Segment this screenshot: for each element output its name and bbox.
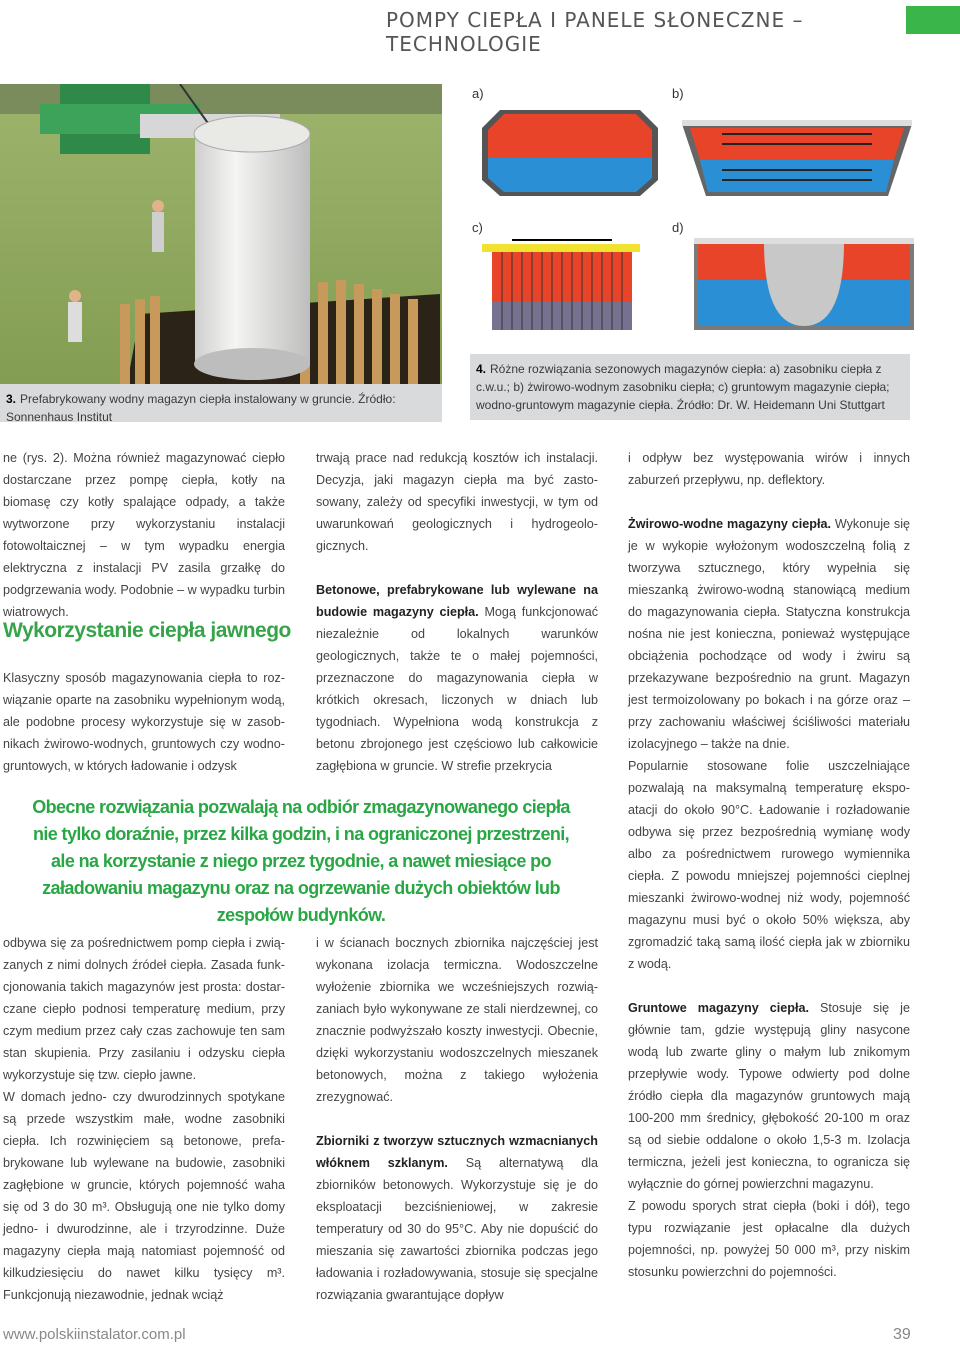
col2-top-paragraph-1: trwają prace nad redukcją kosztów ich instalacji. Decyzja, jaki magazyn ciepła ma być zastosowany, zależy od specyfiki inwestycji, w tym od uwarunkowań geologicznych i hydrogeologicznych. (316, 451, 598, 553)
figure-4-label-d: d) (672, 220, 684, 235)
figure-4-caption-text: Różne rozwiązania sezonowych magazynów ciepła: a) zasobniku ciepła z c.w.u.; b) żwirowo-wodnym zasobniku ciepła; c) gruntowym magazynie ciepła; wodno-gruntowym magazynie ciepła. Źródło: Dr. W. Heidemann Uni Stuttgart (476, 362, 890, 412)
col1-mid-text (3, 667, 285, 777)
col3-paragraph-4-text: Stosuje się je głównie tam, gdzie występują gliny nasycone wodą lub zwarte gliny o małym lub znikomym przepływie wody. Typowe odwierty pod dolne źródło ciepła dla magazynów gruntowych mają 100-200 mm średnicy, głębokość 20-100 m oraz są od siebie oddalone o około 1,5-3 m. Izolacja termiczna, jeżeli jest konieczna, to ogranicza się wyłącznie do górnej powierzchni magazynu. (628, 1001, 910, 1191)
col2-top-paragraph-2-text: Mogą funkcjonować niezależnie od lokalnych warunków geologicznych, także te o małej pojemności, przeznaczone do magazynowania ciepła w krótkich okresach, liczonych w dniach lub tygodniach. Wypełniona wodą konstrukcja z betonu zbrojonego jest częściowo lub całkowicie zagłębiona w gruncie. W strefie przekrycia (316, 605, 599, 773)
section-heading: Wykorzystanie ciepła jawnego (3, 619, 291, 642)
page-number: 39 (893, 1326, 911, 1343)
col1-top-text (3, 447, 285, 623)
figure-4-label-a: a) (472, 86, 484, 101)
col3-subheading-gravel: Żwirowo-wodne magazyny ciepła. (628, 517, 831, 531)
col1-bottom-paragraph-1: odbywa się za pośrednictwem pomp ciepła i związanych z nimi dolnych źródeł ciepła. Zasada funkcjonowania takich magazynów jest prosta: dostarczane ciepło podnosi temperaturę medium, przy czym medium przez cały czas zachowuje ten sam stan skupienia. Przy zasilaniu i odzysku ciepła wykorzystuje się tzw. ciepło jawne. (3, 936, 285, 1082)
col2-subheading-concrete: Betonowe, prefabrykowane lub wylewane na budowie magazyny ciepła. (316, 583, 598, 619)
diagram-d-water-ground-storage (694, 238, 914, 330)
pull-quote: Obecne rozwiązania pozwalają na odbiór zmagazynowanego ciepła nie tylko doraźnie, przez kilka godzin, i na ograniczonej przestrzeni, ale na korzystanie z niego przez tygodnie, a nawet miesiące po załadowaniu magazynu oraz na ogrzewanie dużych obiektów lub zespołów budynków. (32, 797, 570, 925)
col2-top-text (316, 447, 598, 777)
footer-url-link[interactable]: www.polskiinstalator.com.pl (3, 1326, 186, 1343)
figure-4-number: 4. (476, 362, 487, 376)
figure-3-caption (0, 384, 442, 422)
col2-subheading-plastic: Zbiorniki z tworzyw sztucznych wzmacnianych włóknem szklanym. (316, 1134, 598, 1170)
figure-3-caption-text: Prefabrykowany wodny magazyn ciepła instalowany w gruncie. Źródło: Sonnenhaus Institut (6, 392, 396, 424)
figure-3-number: 3. (6, 392, 17, 406)
diagram-b-gravel-water-tank (682, 104, 912, 196)
col2-top-paragraph-2 (316, 579, 598, 777)
col3-subheading-ground: Gruntowe magazyny ciepła. (628, 1001, 809, 1015)
col2-bottom-paragraph-2-text: Są alternatywą dla zbiorników betonowych. Wykorzystuje się je do eksploatacji bezciśnieniowej, w zakresie temperatury od 30 do 95°C. Aby nie dopuścić do mieszania się zawartości zbiornika podczas jego ładowania i rozładowywania, stosuje się specjalne rozwiązania gwarantujące dopływ (316, 1156, 599, 1302)
col3-text (628, 447, 910, 1283)
figure-4-caption (470, 354, 910, 420)
col3-paragraph-5: Z powodu sporych strat ciepła (boki i dół), tego typu rozwiązanie jest opłacalne dla dużych pojemności, np. powyżej 50 000 m³, przy niskim stosunku powierzchni do pojemności. (628, 1199, 910, 1279)
col2-bottom-text (316, 932, 598, 1306)
col1-bottom-paragraph-2: W domach jedno- czy dwurodzinnych spotykane są przede wszystkim małe, wodne zasobniki ciepła. Ich rozwinięciem są betonowe, prefabrykowane lub wylewane na budowie, zasobniki zagłębione w gruncie, których pojemność waha się od 3 do 30 m³. Obsługują one nie tylko domy jedno- i dwurodzinne, ale i trzyrodzinne. Duże magazyny ciepła mają natomiast pojemność od kilkudziesięciu do nawet kilku tysięcy m³. Funkcjonują niezawodnie, jednak wciąż (3, 1090, 285, 1302)
col3-paragraph-4 (628, 997, 910, 1195)
diagram-a-water-tank (480, 110, 660, 196)
header-accent-bar (906, 6, 960, 34)
col1-bottom-text (3, 932, 285, 1306)
col1-top-paragraph: ne (rys. 2). Można również magazynować ciepło dostarczane przez pompę ciepła, kotły na biomasę czy kotły spalające odpady, a także wytworzone przy wykorzystaniu instalacji fotowoltaicznej – w tym wypadku energia elektryczna z instalacji PV zasila grzałkę do podgrzewania wody. Podobnie – w wypadku turbin wiatrowych. (3, 451, 285, 619)
col1-mid-paragraph: Klasyczny sposób magazynowania ciepła to rozwiązanie oparte na zasobniku wypełnionym wodą, ale podobne procesy wykorzystuje się w zasobnikach żwirowo-wodnych, gruntowych czy wodno-gruntowych, w których ładowanie i odzysk (3, 671, 285, 773)
col2-bottom-paragraph-1: i w ścianach bocznych zbiornika najczęściej jest wykonana izolacja termiczna. Wodoszczelne wyłożenie zbiornika we wcześniejszych rozwiązaniach było wykonywane ze stali nierdzewnej, co znacznie podwyższało koszty inwestycji. Obecnie, dzięki wykorzystaniu wodoszczelnych mieszanek betonowych, można z takiego wyłożenia zrezygnować. (316, 936, 598, 1104)
col3-paragraph-2 (628, 513, 910, 755)
col2-bottom-paragraph-2 (316, 1130, 598, 1306)
page-header-title: POMPY CIEPŁA I PANELE SŁONECZNE – TECHNOLOGIE (386, 8, 804, 56)
figure-4-label-b: b) (672, 86, 684, 101)
figure-3-photo (0, 84, 442, 422)
figure-4-label-c: c) (472, 220, 483, 235)
diagram-c-ground-storage (482, 232, 642, 332)
col3-paragraph-3: Popularnie stosowane folie uszczelniające pozwalają na maksymalną temperaturę ekspoatacji do około 90°C. Ładowanie i rozładowanie odbywa się przez bezpośrednią wymianę wody albo za pośrednictwem rurowego wymiennika ciepła. Z powodu mniejszej pojemności cieplnej mieszanki żwirowo-wodnej niż wody, pojemność magazynu musi być o około 50% większa, aby zgromadzić taką samą ilość ciepła jak w zbiorniku z wodą. (628, 759, 910, 971)
col3-paragraph-2-text: Wykonuje się je w wykopie wyłożonym wodoszczelną folią z tworzywa sztucznego, który wypełnia się mieszanką żwirowo-wodną stanowiącą medium do magazynowania ciepła. Statyczna konstrukcja nośna nie jest konieczna, ponieważ występujące obciążenia pochodzące od wody i żwiru są przekazywane bezpośrednio na grunt. Magazyn jest termoizolowany po bokach i na górze oraz – przy zachowaniu właściwej ściśliwości materiału izolacyjnego – także na dnie. (628, 517, 910, 751)
col3-paragraph-1: i odpływ bez występowania wirów i innych zaburzeń przepływu, np. deflektory. (628, 451, 910, 487)
